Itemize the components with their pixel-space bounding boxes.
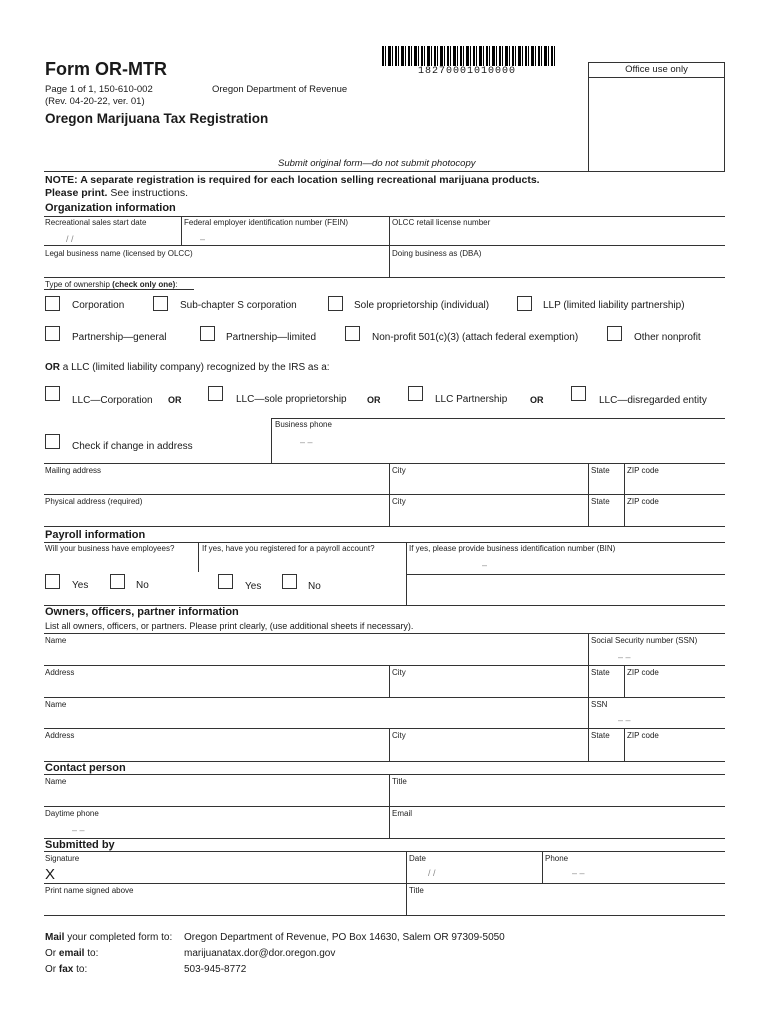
divider xyxy=(272,418,725,419)
divider xyxy=(389,216,390,277)
change-address-label: Check if change in address xyxy=(72,441,193,452)
divider xyxy=(44,245,725,246)
divider xyxy=(624,728,625,761)
fein-sep: – xyxy=(200,234,206,244)
city-label: City xyxy=(392,466,406,475)
ownership-label xyxy=(45,280,178,289)
or-label: OR xyxy=(168,395,182,405)
partnership-general-label: Partnership—general xyxy=(72,332,167,343)
llc-or: OR xyxy=(45,362,60,373)
submit-note: Submit original form—do not submit photocopy xyxy=(278,158,476,169)
llc-disregarded-entity-label: LLC—disregarded entity xyxy=(599,395,707,406)
please-print xyxy=(45,187,188,199)
email-suffix: to: xyxy=(84,948,99,959)
employees-no-checkbox[interactable] xyxy=(110,574,125,589)
ssn-short-label: SSN xyxy=(591,700,608,709)
physical-city-input[interactable] xyxy=(392,509,584,523)
fax-bold: fax xyxy=(58,964,74,975)
barcode xyxy=(382,46,556,66)
sales-start-label: Recreational sales start date xyxy=(45,218,147,227)
llc-text: a LLC (limited liability company) recognized by the IRS as a: xyxy=(60,362,330,373)
corporation-checkbox[interactable] xyxy=(45,296,60,311)
submitter-title-label: Title xyxy=(409,886,424,895)
other-nonprofit-label: Other nonprofit xyxy=(634,332,701,343)
business-phone-sep: – – xyxy=(300,437,313,447)
print-name-input[interactable] xyxy=(45,898,400,912)
divider xyxy=(44,761,725,762)
fax-instruction xyxy=(45,964,87,975)
non-profit-checkbox[interactable] xyxy=(345,326,360,341)
sub-chapter-s-checkbox[interactable] xyxy=(153,296,168,311)
divider xyxy=(44,633,725,634)
print-name-label: Print name signed above xyxy=(45,886,134,895)
divider xyxy=(44,277,725,278)
email-label: Email xyxy=(392,809,413,818)
email-input[interactable] xyxy=(392,821,722,835)
mail-bold: Mail xyxy=(45,932,65,943)
see-instructions: See instructions. xyxy=(107,187,188,199)
llc-corporation-checkbox[interactable] xyxy=(45,386,60,401)
legal-name-input[interactable] xyxy=(45,261,385,275)
state-label: State xyxy=(591,497,610,506)
fax-prefix: Or xyxy=(45,964,59,975)
divider xyxy=(44,665,725,666)
partnership-limited-checkbox[interactable] xyxy=(200,326,215,341)
sole-proprietorship-label: Sole proprietorship (individual) xyxy=(354,300,490,311)
owner-city-label: City xyxy=(392,668,406,677)
sub-chapter-s-label: Sub-chapter S corporation xyxy=(180,300,297,311)
llp-checkbox[interactable] xyxy=(517,296,532,311)
owner1-name-input[interactable] xyxy=(45,648,583,662)
submitter-phone-label: Phone xyxy=(545,854,569,863)
page-info: Page 1 of 1, 150-610-002 xyxy=(45,84,153,95)
office-use-box xyxy=(588,62,725,172)
sole-proprietorship-checkbox[interactable] xyxy=(328,296,343,311)
llc-partnership-checkbox[interactable] xyxy=(408,386,423,401)
ssn-sep: – – xyxy=(618,715,631,725)
owners-instructions: List all owners, officers, or partners. Please print clearly, (use additional sheets if necessary). xyxy=(45,621,414,631)
divider xyxy=(44,171,725,172)
llc-corporation-label: LLC—Corporation xyxy=(72,395,153,406)
sales-start-date-sep: / / xyxy=(66,234,74,244)
submitted-heading: Submitted by xyxy=(45,839,115,851)
partnership-general-checkbox[interactable] xyxy=(45,326,60,341)
payroll-account-question: If yes, have you registered for a payroll account? xyxy=(202,544,375,553)
or-label: OR xyxy=(367,395,381,405)
owner-city-label: City xyxy=(392,731,406,740)
fein-label: Federal employer identification number (FEIN) xyxy=(184,218,349,227)
dba-input[interactable] xyxy=(392,261,722,275)
mail-instruction xyxy=(45,932,172,943)
divider xyxy=(44,915,725,916)
email-bold: email xyxy=(58,948,85,959)
org-heading: Organization information xyxy=(45,202,176,214)
mailing-address-label: Mailing address xyxy=(45,466,102,475)
divider xyxy=(44,463,725,464)
ownership-prefix: Type of ownership xyxy=(45,280,113,289)
fax-suffix: to: xyxy=(73,964,88,975)
divider xyxy=(44,806,725,807)
zip-label: ZIP code xyxy=(627,466,659,475)
mailing-city-input[interactable] xyxy=(392,478,584,492)
llc-partnership-label: LLC Partnership xyxy=(435,394,508,405)
owner-state-label: State xyxy=(591,668,610,677)
or-label: OR xyxy=(530,395,544,405)
ownership-suffix: : xyxy=(175,280,178,289)
divider xyxy=(389,728,390,761)
submitter-title-input[interactable] xyxy=(409,898,721,912)
divider xyxy=(44,883,725,884)
contact-name-input[interactable] xyxy=(45,789,385,803)
llc-disregarded-entity-checkbox[interactable] xyxy=(571,386,586,401)
owner-zip-label: ZIP code xyxy=(627,731,659,740)
ownership-bold: (check only one) xyxy=(112,280,176,289)
other-nonprofit-checkbox[interactable] xyxy=(607,326,622,341)
owner-name-label: Name xyxy=(45,636,67,645)
contact-title-label: Title xyxy=(392,777,407,786)
divider xyxy=(198,542,199,572)
divider xyxy=(181,216,182,245)
payroll-heading: Payroll information xyxy=(45,529,146,541)
olcc-license-input[interactable] xyxy=(392,230,722,244)
bin-sep: – xyxy=(482,560,488,570)
state-label: State xyxy=(591,466,610,475)
divider xyxy=(44,838,725,839)
change-address-checkbox[interactable] xyxy=(45,434,60,449)
ssn-label: Social Security number (SSN) xyxy=(591,636,698,645)
divider xyxy=(44,289,194,290)
note-line: NOTE: A separate registration is required for each location selling recreational marijuana products. xyxy=(45,174,540,186)
revision: (Rev. 04-20-22, ver. 01) xyxy=(45,96,145,107)
email-prefix: Or xyxy=(45,948,59,959)
owner-address-label: Address xyxy=(45,731,75,740)
physical-address-input[interactable] xyxy=(45,509,385,523)
city-label: City xyxy=(392,497,406,506)
divider xyxy=(44,851,725,852)
divider xyxy=(44,494,725,495)
daytime-phone-sep: – – xyxy=(72,825,85,835)
divider xyxy=(44,774,725,775)
contact-title-input[interactable] xyxy=(392,789,722,803)
olcc-label: OLCC retail license number xyxy=(392,218,491,227)
bin-question: If yes, please provide business identification number (BIN) xyxy=(409,544,616,553)
contact-heading: Contact person xyxy=(45,762,126,774)
email-address: marijuanatax.dor@dor.oregon.gov xyxy=(184,948,336,959)
agency-name: Oregon Department of Revenue xyxy=(212,84,348,95)
llc-sole-proprietorship-checkbox[interactable] xyxy=(208,386,223,401)
submitter-phone-sep: – – xyxy=(572,868,585,878)
owner-state-label: State xyxy=(591,731,610,740)
legal-name-label: Legal business name (licensed by OLCC) xyxy=(45,249,193,258)
signature-x: X xyxy=(45,866,56,883)
zip-label: ZIP code xyxy=(627,497,659,506)
contact-name-label: Name xyxy=(45,777,67,786)
divider xyxy=(44,697,725,698)
mail-address: Oregon Department of Revenue, PO Box 14630, Salem OR 97309-5050 xyxy=(184,932,505,943)
divider xyxy=(44,542,725,543)
fax-number: 503-945-8772 xyxy=(184,964,247,975)
yes-label: Yes xyxy=(72,580,89,591)
yes-label: Yes xyxy=(245,581,262,592)
date-label: Date xyxy=(409,854,426,863)
non-profit-label: Non-profit 501(c)(3) (attach federal exemption) xyxy=(372,332,579,343)
divider xyxy=(271,418,272,464)
divider xyxy=(44,728,725,729)
divider xyxy=(389,665,390,697)
payroll-no-checkbox[interactable] xyxy=(282,574,297,589)
signature-label: Signature xyxy=(45,854,80,863)
divider xyxy=(624,665,625,697)
llc-heading xyxy=(45,362,330,373)
physical-address-label: Physical address (required) xyxy=(45,497,143,506)
owner2-address-input[interactable] xyxy=(45,743,385,757)
dba-label: Doing business as (DBA) xyxy=(392,249,482,258)
llp-label: LLP (limited liability partnership) xyxy=(543,300,685,311)
llc-sole-proprietorship-label: LLC—sole proprietorship xyxy=(236,394,347,405)
please-print-bold: Please print. xyxy=(45,187,108,199)
signature-input[interactable] xyxy=(60,868,400,882)
no-label: No xyxy=(136,580,149,591)
owner-zip-label: ZIP code xyxy=(627,668,659,677)
barcode-number: 18270001010000 xyxy=(418,66,517,77)
date-sep: / / xyxy=(428,868,436,878)
owner1-address-input[interactable] xyxy=(45,680,385,694)
email-instruction xyxy=(45,948,98,959)
divider xyxy=(44,216,725,217)
ssn-sep: – – xyxy=(618,652,631,662)
owner-name-label: Name xyxy=(45,700,67,709)
owner2-name-input[interactable] xyxy=(45,712,583,726)
divider xyxy=(406,574,725,575)
divider xyxy=(542,851,543,884)
form-title: Form OR-MTR xyxy=(45,59,167,79)
divider xyxy=(44,526,725,527)
no-label: No xyxy=(308,581,321,592)
business-phone-label: Business phone xyxy=(275,420,332,429)
mail-text: your completed form to: xyxy=(64,932,173,943)
owner-address-label: Address xyxy=(45,668,75,677)
office-use-label: Office use only xyxy=(589,63,724,78)
mailing-address-input[interactable] xyxy=(45,478,385,492)
owners-heading: Owners, officers, partner information xyxy=(45,606,239,618)
daytime-phone-label: Daytime phone xyxy=(45,809,99,818)
employees-question: Will your business have employees? xyxy=(45,544,175,553)
corporation-label: Corporation xyxy=(72,300,125,311)
main-title: Oregon Marijuana Tax Registration xyxy=(45,111,269,126)
employees-yes-checkbox[interactable] xyxy=(45,574,60,589)
payroll-yes-checkbox[interactable] xyxy=(218,574,233,589)
partnership-limited-label: Partnership—limited xyxy=(226,332,317,343)
